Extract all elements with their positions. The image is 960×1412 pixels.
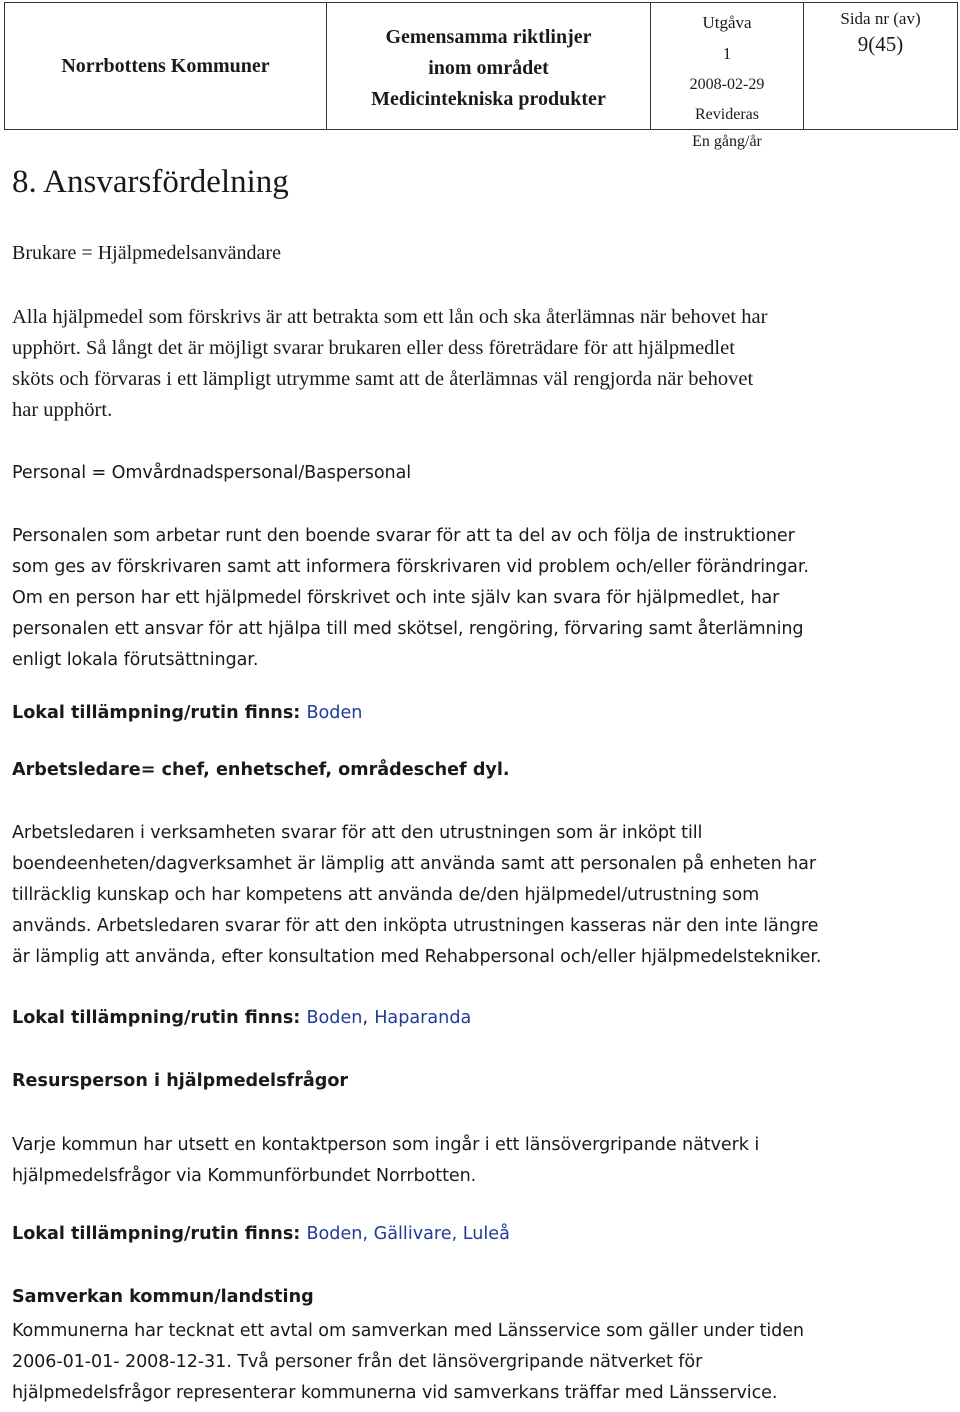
link-boden[interactable]: Boden: [306, 1008, 363, 1028]
paragraph-line: Alla hjälpmedel som förskrivs är att betrakta som ett lån och ska återlämnas när behovet har: [12, 306, 768, 328]
section-heading: 8. Ansvarsfördelning: [12, 164, 289, 200]
paragraph-line: Personalen som arbetar runt den boende svarar för att ta del av och följa de instruktioner: [12, 526, 795, 546]
paragraph-line: 2006-01-01- 2008-12-31. Två personer från det länsövergripande nätverket för: [12, 1352, 703, 1372]
page-number: 9(45): [857, 32, 904, 56]
header-title-line: Medicintekniska produkter: [371, 87, 606, 110]
header-title-cell: [327, 3, 651, 129]
paragraph-line: hjälpmedelsfrågor via Kommunförbundet Norrbotten.: [12, 1166, 477, 1186]
header-page-cell: [804, 3, 957, 129]
resurs-heading: Resursperson i hjälpmedelsfrågor: [12, 1071, 349, 1091]
revised-label: Revideras: [695, 106, 759, 123]
link-municipalities[interactable]: Boden, Gällivare, Luleå: [306, 1224, 510, 1244]
paragraph-line: upphört. Så långt det är möjligt svarar brukaren eller dess företrädare för att hjälpmedlet: [12, 337, 735, 359]
paragraph-line: tillräcklig kunskap och har kompetens att använda de/den hjälpmedel/utrustning som: [12, 885, 760, 905]
link-separator: ,: [362, 1008, 369, 1028]
header-title-line: inom området: [428, 56, 549, 79]
local-routine-label: Lokal tillämpning/rutin finns:: [12, 1224, 301, 1244]
local-routine-label: Lokal tillämpning/rutin finns:: [12, 703, 301, 723]
edition-number: 1: [722, 44, 732, 63]
samverkan-heading: Samverkan kommun/landsting: [12, 1287, 314, 1307]
paragraph-line: enligt lokala förutsättningar.: [12, 650, 259, 670]
paragraph-line: Kommunerna har tecknat ett avtal om samverkan med Länsservice som gäller under tiden: [12, 1321, 804, 1341]
arbetsledare-paragraph: [12, 818, 821, 973]
header-org-cell: [5, 3, 327, 129]
local-routine-label: Lokal tillämpning/rutin finns:: [12, 1008, 301, 1028]
resurs-paragraph: [12, 1130, 759, 1192]
paragraph-line: Om en person har ett hjälpmedel förskrivet och inte själv kan svara för hjälpmedlet, har: [12, 588, 780, 608]
brukare-heading: Brukare = Hjälpmedelsanvändare: [12, 242, 281, 264]
revised-value: En gång/år: [692, 133, 762, 150]
samverkan-paragraph: [12, 1316, 804, 1409]
paragraph-line: hjälpmedelsfrågor representerar kommunerna vid samverkans träffar med Länsservice.: [12, 1383, 778, 1403]
paragraph-line: Varje kommun har utsett en kontaktperson som ingår i ett länsövergripande nätverk i: [12, 1135, 760, 1155]
local-routine-2: [12, 1008, 471, 1028]
link-boden[interactable]: Boden: [306, 703, 363, 723]
brukare-paragraph: [12, 302, 767, 426]
local-routine-3: [12, 1224, 510, 1244]
paragraph-line: som ges av förskrivaren samt att informera förskrivaren vid problem och/eller förändringar.: [12, 557, 809, 577]
paragraph-line: boendeenheten/dagverksamhet är lämplig att använda samt att personalen på enheten har: [12, 854, 817, 874]
paragraph-line: personalen ett ansvar för att hjälpa till med skötsel, rengöring, förvaring samt återlämning: [12, 619, 804, 639]
header-edition-cell: [651, 3, 804, 150]
paragraph-line: sköts och förvaras i ett lämpligt utrymme samt att de återlämnas väl rengjorda när behovet: [12, 368, 754, 390]
link-haparanda[interactable]: Haparanda: [374, 1008, 472, 1028]
paragraph-line: har upphört.: [12, 399, 113, 421]
paragraph-line: är lämplig att använda, efter konsultation med Rehabpersonal och/eller hjälpmedelstekniker.: [12, 947, 822, 967]
header-org: Norrbottens Kommuner: [61, 54, 270, 77]
paragraph-line: används. Arbetsledaren svarar för att den inköpta utrustningen kasseras när den inte längre: [12, 916, 819, 936]
personal-paragraph: [12, 521, 809, 676]
paragraph-line: Arbetsledaren i verksamheten svarar för att den utrustningen som är inköpt till: [12, 823, 703, 843]
edition-label: Utgåva: [702, 13, 752, 32]
page-label: Sida nr (av): [840, 9, 921, 28]
header-title-line: Gemensamma riktlinjer: [385, 25, 592, 48]
edition-date: 2008-02-29: [689, 76, 765, 93]
document-header: [4, 2, 958, 150]
arbetsledare-heading: Arbetsledare= chef, enhetschef, områdeschef dyl.: [12, 760, 510, 780]
local-routine-1: [12, 703, 362, 723]
personal-heading: Personal = Omvårdnadspersonal/Baspersonal: [12, 463, 412, 483]
